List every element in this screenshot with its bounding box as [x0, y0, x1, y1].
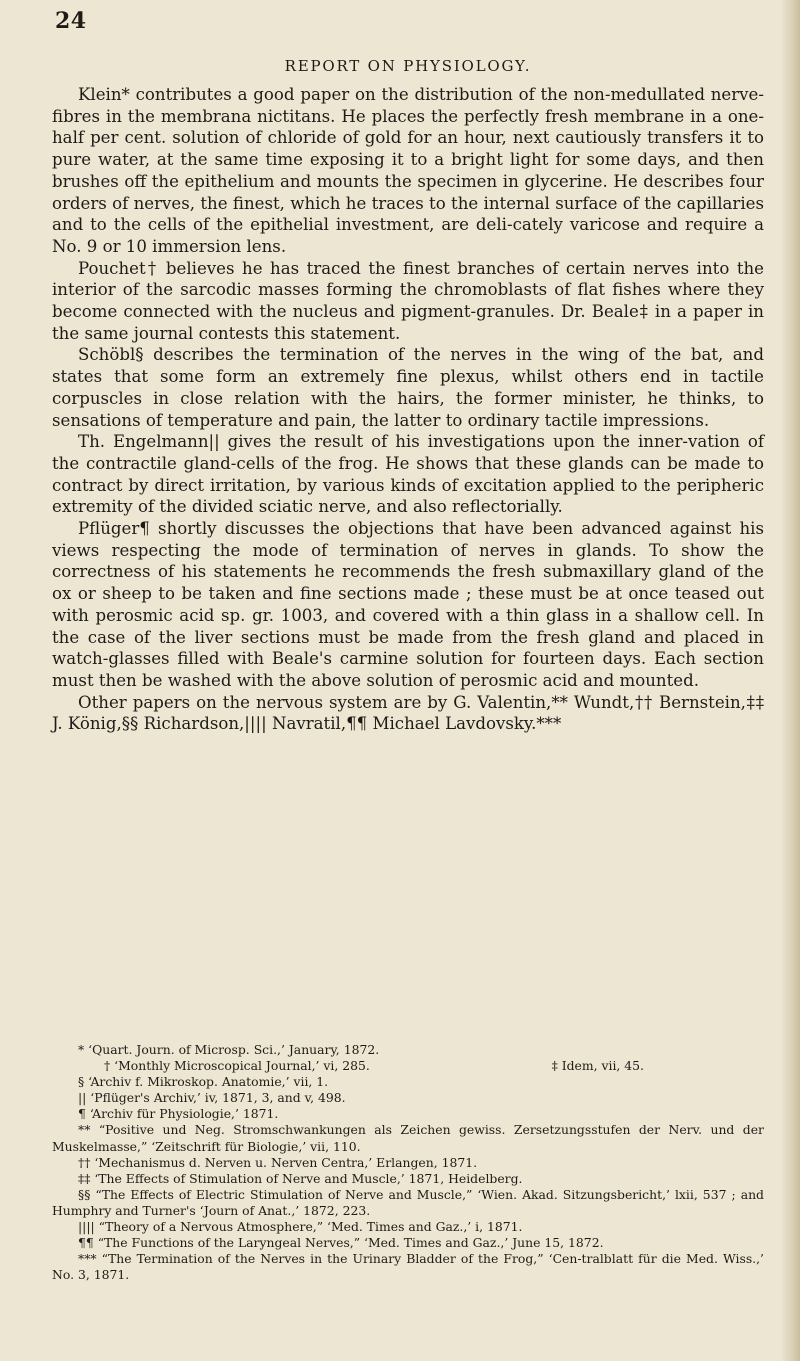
footnote: ‡‡ ‘The Effects of Stimulation of Nerve and Muscle,’ 1871, Heidelberg. — [78, 1170, 523, 1186]
footnote: ¶ ‘Archiv für Physiologie,’ 1871. — [78, 1106, 279, 1122]
page-edge-shadow — [782, 0, 800, 1361]
footnote: |||| “Theory of a Nervous Atmosphere,” ‘Med. Times and Gaz.,’ i, 1871. — [78, 1219, 523, 1235]
page-header — [52, 6, 764, 75]
footnote: ¶¶ “The Functions of the Laryngeal Nerves,” ‘Med. Times and Gaz.,’ June 15, 1872. — [78, 1235, 604, 1251]
body-text — [52, 84, 764, 735]
footnote: § ‘Archiv f. Mikroskop. Anatomie,’ vii, 1. — [78, 1074, 329, 1090]
paragraph-other-papers: Other papers on the nervous system are by G. Valentin,** Wundt,†† Bernstein,‡‡ J. König,§§ Richardson,|||| Navratil,¶¶ Michael Lavdovsky.*** — [52, 692, 764, 734]
paragraph-schobl: Schöbl§ describes the termination of the nerves in the wing of the bat, and states that some form an extremely fine plexus, whilst others end in tactile corpuscles in close relation with the hairs, the former minister, he thinks, to sensations of temperature and pain, the latter to ordinary tactile impressions. — [52, 345, 764, 430]
footnote: ** “Positive und Neg. Stromschwankungen als Zeichen gewiss. Zersetzungsstufen der Nerv. und der Muskelmasse,” ‘Zeitschrift für Biologie,’ vii, 110. — [52, 1122, 764, 1154]
paragraph-klein: Klein* contributes a good paper on the distribution of the non-medullated nerve-fibres in the membrana nictitans. He places the perfectly fresh membrane in a one-half per cent. solution of chloride of gold for an hour, next cautiously transfers it to pure water, at the same time exposing it to a bright light for some days, and then brushes off the epithelium and mounts the specimen in glycerine. He describes four orders of nerves, the finest, which he traces to the internal surface of the capillaries and to the cells of the epithelial investment, are deli-cately varicose and require a No. 9 or 10 immersion lens. — [52, 85, 764, 256]
footnote: *** “The Termination of the Nerves in the Urinary Bladder of the Frog,” ‘Cen-tralblatt für die Med. Wiss.,’ No. 3, 1871. — [52, 1251, 764, 1283]
footnote: †† ‘Mechanismus d. Nerven u. Nerven Centra,’ Erlangen, 1871. — [78, 1154, 478, 1170]
footnote: † ‘Monthly Microscopical Journal,’ vi, 285. — [104, 1058, 370, 1074]
footnotes — [52, 1042, 764, 1283]
running-title: REPORT ON PHYSIOLOGY. — [284, 57, 532, 75]
book-page — [52, 6, 764, 1358]
paragraph-engelmann: Th. Engelmann|| gives the result of his investigations upon the inner-vation of the contractile gland-cells of the frog. He shows that these glands can be made to contract by direct irritation, by various kinds of excitation applied to the peripheric extremity of the divided sciatic nerve, and also reflectorially. — [52, 432, 764, 517]
page-number: 24 — [55, 8, 87, 34]
paragraph-pouchet: Pouchet† believes he has traced the finest branches of certain nerves into the interior of the sarcodic masses forming the chromoblasts of flat fishes where they become connected with the nucleus and pigment-granules. Dr. Beale‡ in a paper in the same journal contests this statement. — [52, 258, 764, 343]
footnote: ‡ Idem, vii, 45. — [551, 1058, 644, 1074]
paragraph-pfluger: Pflüger¶ shortly discusses the objections that have been advanced against his views respecting the mode of termination of nerves in glands. To show the correctness of his statements he recommends the fresh submaxillary gland of the ox or sheep to be taken and fine sections made ; these must be at once teased out with perosmic acid sp. gr. 1003, and covered with a thin glass in a shallow cell. In the case of the liver sections must be made from the fresh gland and placed in watch-glasses filled with Beale's carmine solution for fourteen days. Each section must then be washed with the above solution of perosmic acid and mounted. — [52, 519, 764, 690]
footnote: || ‘Pflüger's Archiv,’ iv, 1871, 3, and v, 498. — [78, 1090, 346, 1106]
footnote: * ‘Quart. Journ. of Microsp. Sci.,’ January, 1872. — [78, 1042, 380, 1057]
footnote: §§ “The Effects of Electric Stimulation of Nerve and Muscle,” ‘Wien. Akad. Sitzungsbericht,’ lxii, 537 ; and Humphry and Turner's ‘Journ of Anat.,’ 1872, 223. — [52, 1186, 764, 1218]
footnote-pair — [52, 1058, 764, 1074]
